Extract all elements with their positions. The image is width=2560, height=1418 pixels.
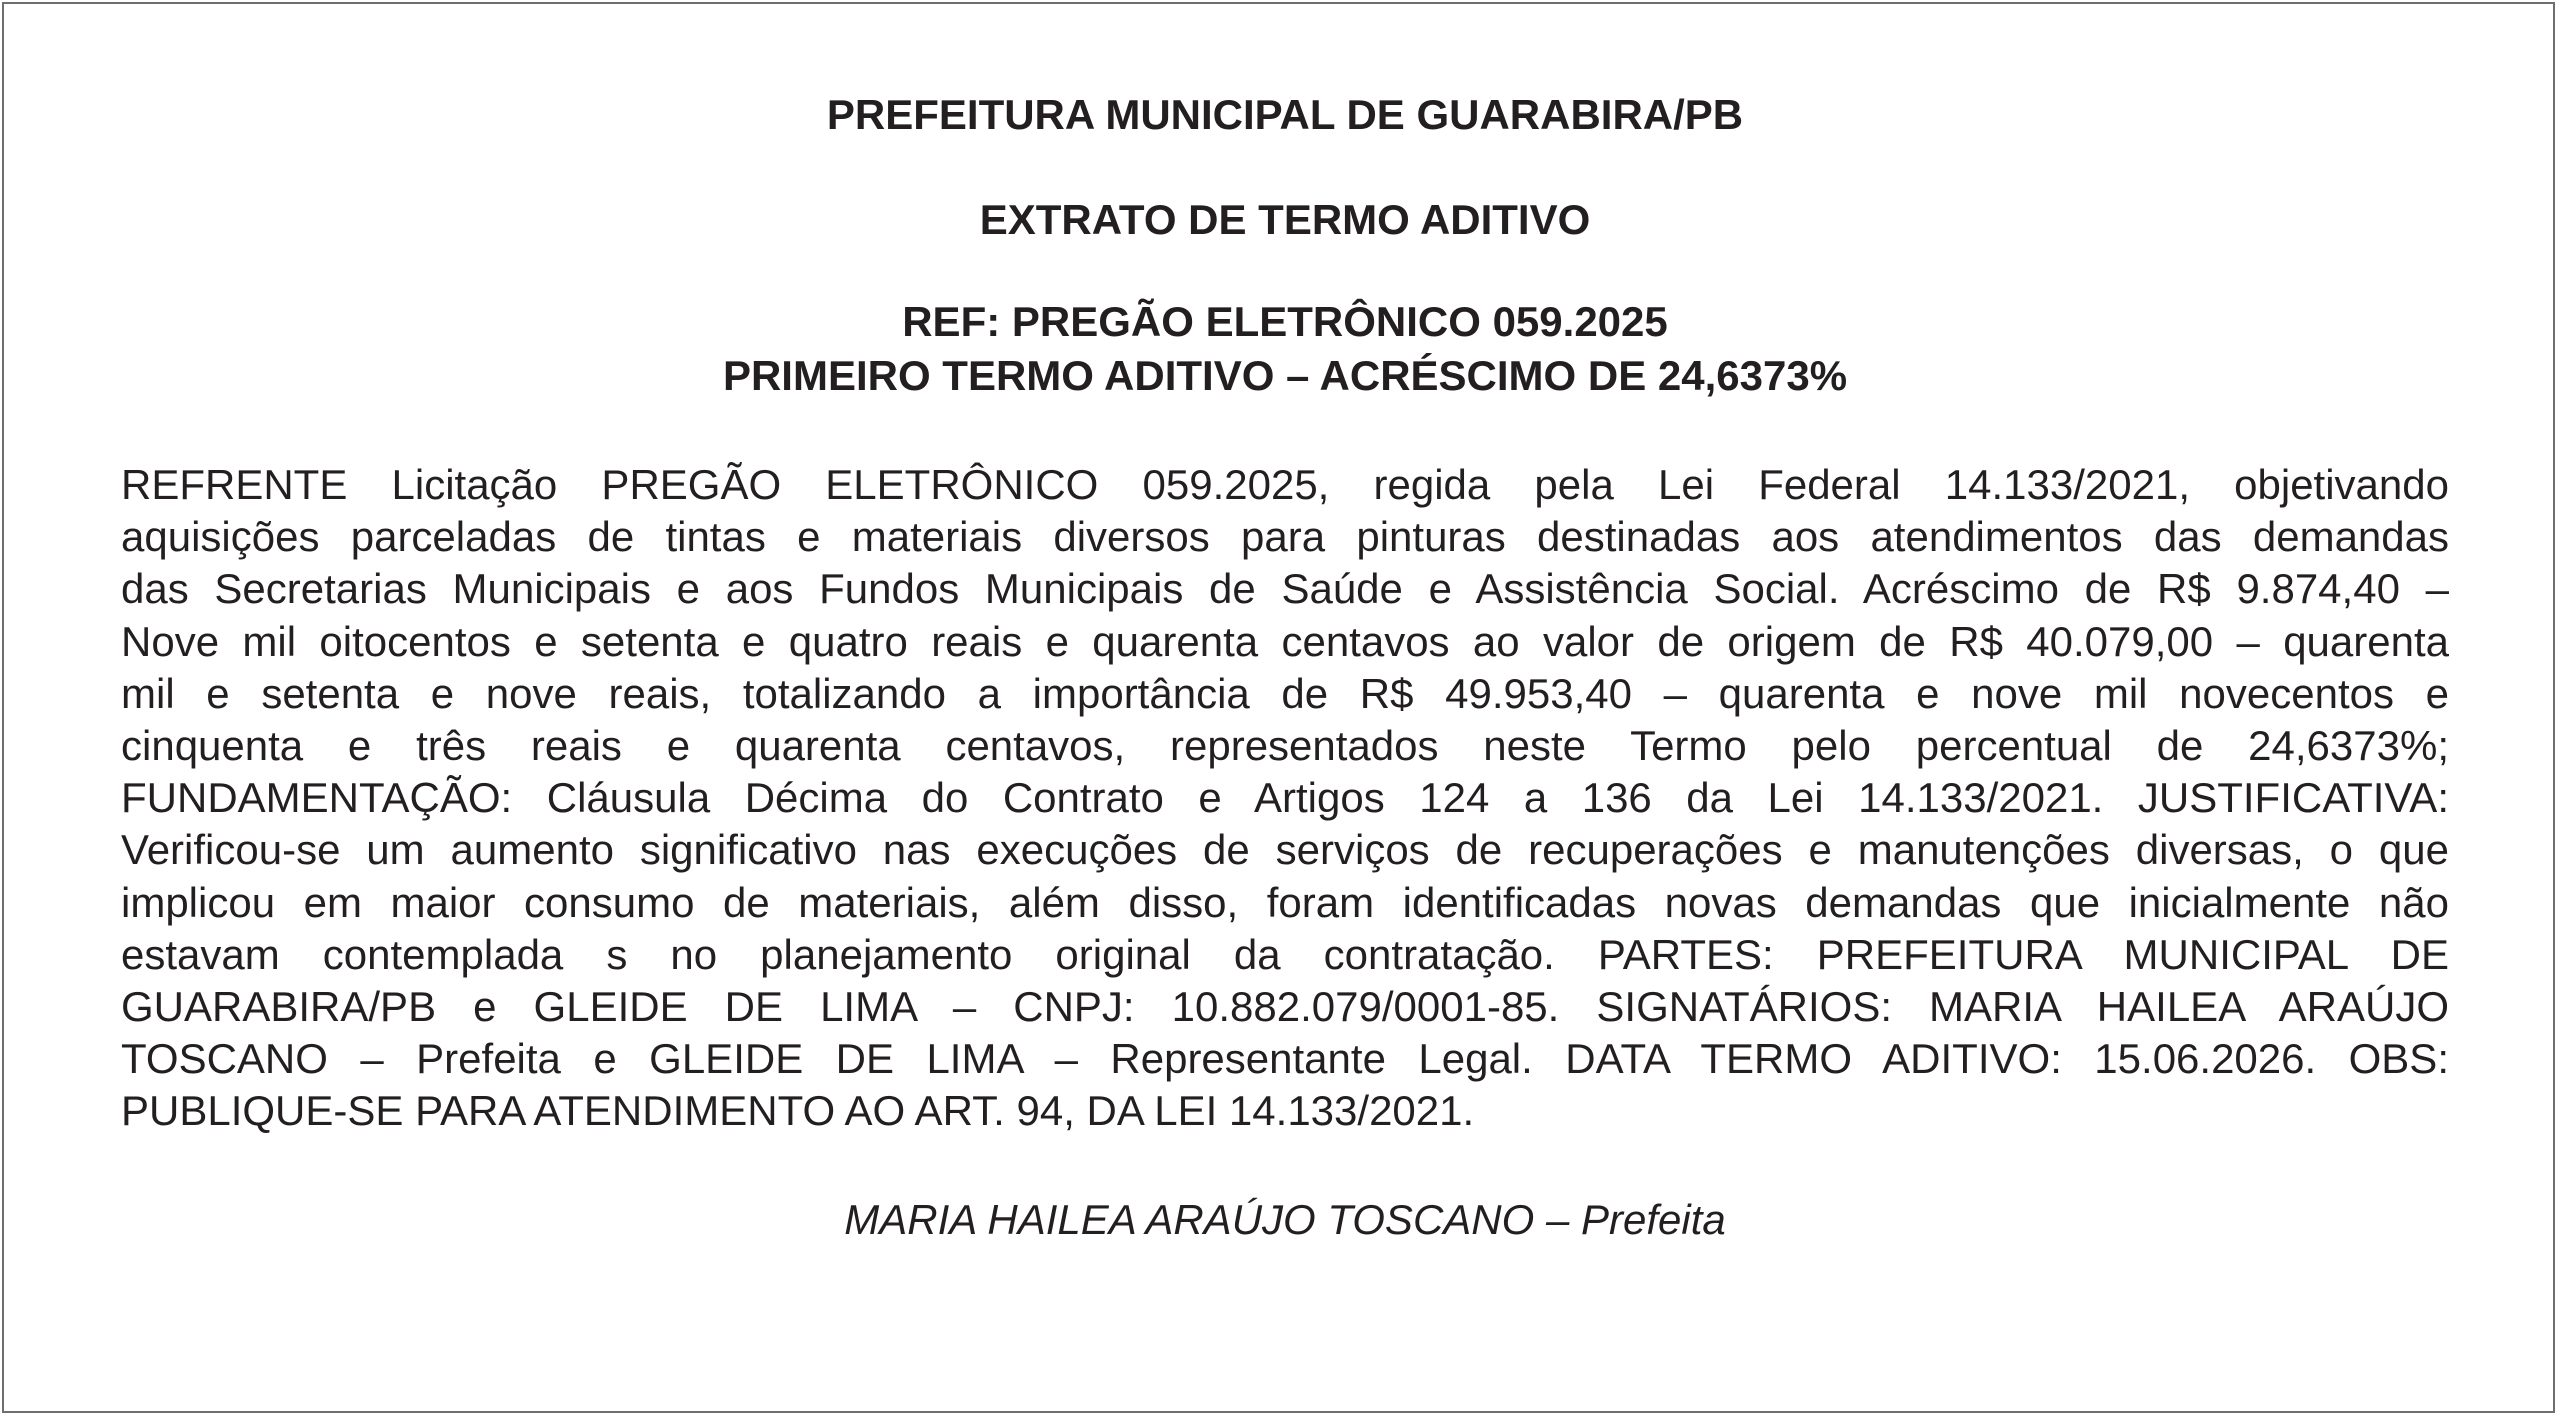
- body-line: TOSCANO – Prefeita e GLEIDE DE LIMA – Representante Legal. DATA TERMO ADITIVO: 15.06.2026. OBS:: [121, 1035, 2449, 1083]
- body-line: das Secretarias Municipais e aos Fundos Municipais de Saúde e Assistência Social. Acréscimo de R$ 9.874,40 –: [121, 565, 2449, 613]
- body-line: Nove mil oitocentos e setenta e quatro reais e quarenta centavos ao valor de origem de R$ 40.079,00 – quarenta: [121, 617, 2449, 665]
- body-line: implicou em maior consumo de materiais, além disso, foram identificadas novas demandas que inicialmente não: [121, 878, 2449, 926]
- body-line: Verificou-se um aumento significativo nas execuções de serviços de recuperações e manutenções diversas, o que: [121, 826, 2449, 874]
- heading-document-type: EXTRATO DE TERMO ADITIVO: [979, 196, 1591, 243]
- heading-reference: REF: PREGÃO ELETRÔNICO 059.2025: [902, 298, 1668, 345]
- body-line: GUARABIRA/PB e GLEIDE DE LIMA – CNPJ: 10.882.079/0001-85. SIGNATÁRIOS: MARIA HAILEA ARAÚJO: [121, 982, 2449, 1030]
- body-line: mil e setenta e nove reais, totalizando a importância de R$ 49.953,40 – quarenta e nove mil novecentos e: [121, 669, 2449, 717]
- heading-amendment: PRIMEIRO TERMO ADITIVO – ACRÉSCIMO DE 24,6373%: [722, 352, 1848, 399]
- body-line: estavam contemplada s no planejamento original da contratação. PARTES: PREFEITURA MUNICIPAL DE: [121, 930, 2449, 978]
- signature-line: MARIA HAILEA ARAÚJO TOSCANO – Prefeita: [844, 1196, 1726, 1243]
- body-line: REFRENTE Licitação PREGÃO ELETRÔNICO 059.2025, regida pela Lei Federal 14.133/2021, objetivando: [121, 461, 2449, 508]
- body-line: cinquenta e três reais e quarenta centavos, representados neste Termo pelo percentual de 24,6373%;: [121, 721, 2449, 769]
- body-paragraph: [121, 459, 2449, 1137]
- body-line: FUNDAMENTAÇÃO: Cláusula Décima do Contrato e Artigos 124 a 136 da Lei 14.133/2021. JUSTIFICATIVA:: [121, 774, 2449, 822]
- body-line: aquisições parceladas de tintas e materiais diversos para pinturas destinadas aos atendimentos das demandas: [121, 513, 2449, 561]
- document-frame: [2, 2, 2555, 1413]
- heading-entity: PREFEITURA MUNICIPAL DE GUARABIRA/PB: [826, 91, 1744, 138]
- body-line: PUBLIQUE-SE PARA ATENDIMENTO AO ART. 94, DA LEI 14.133/2021.: [121, 1087, 1475, 1135]
